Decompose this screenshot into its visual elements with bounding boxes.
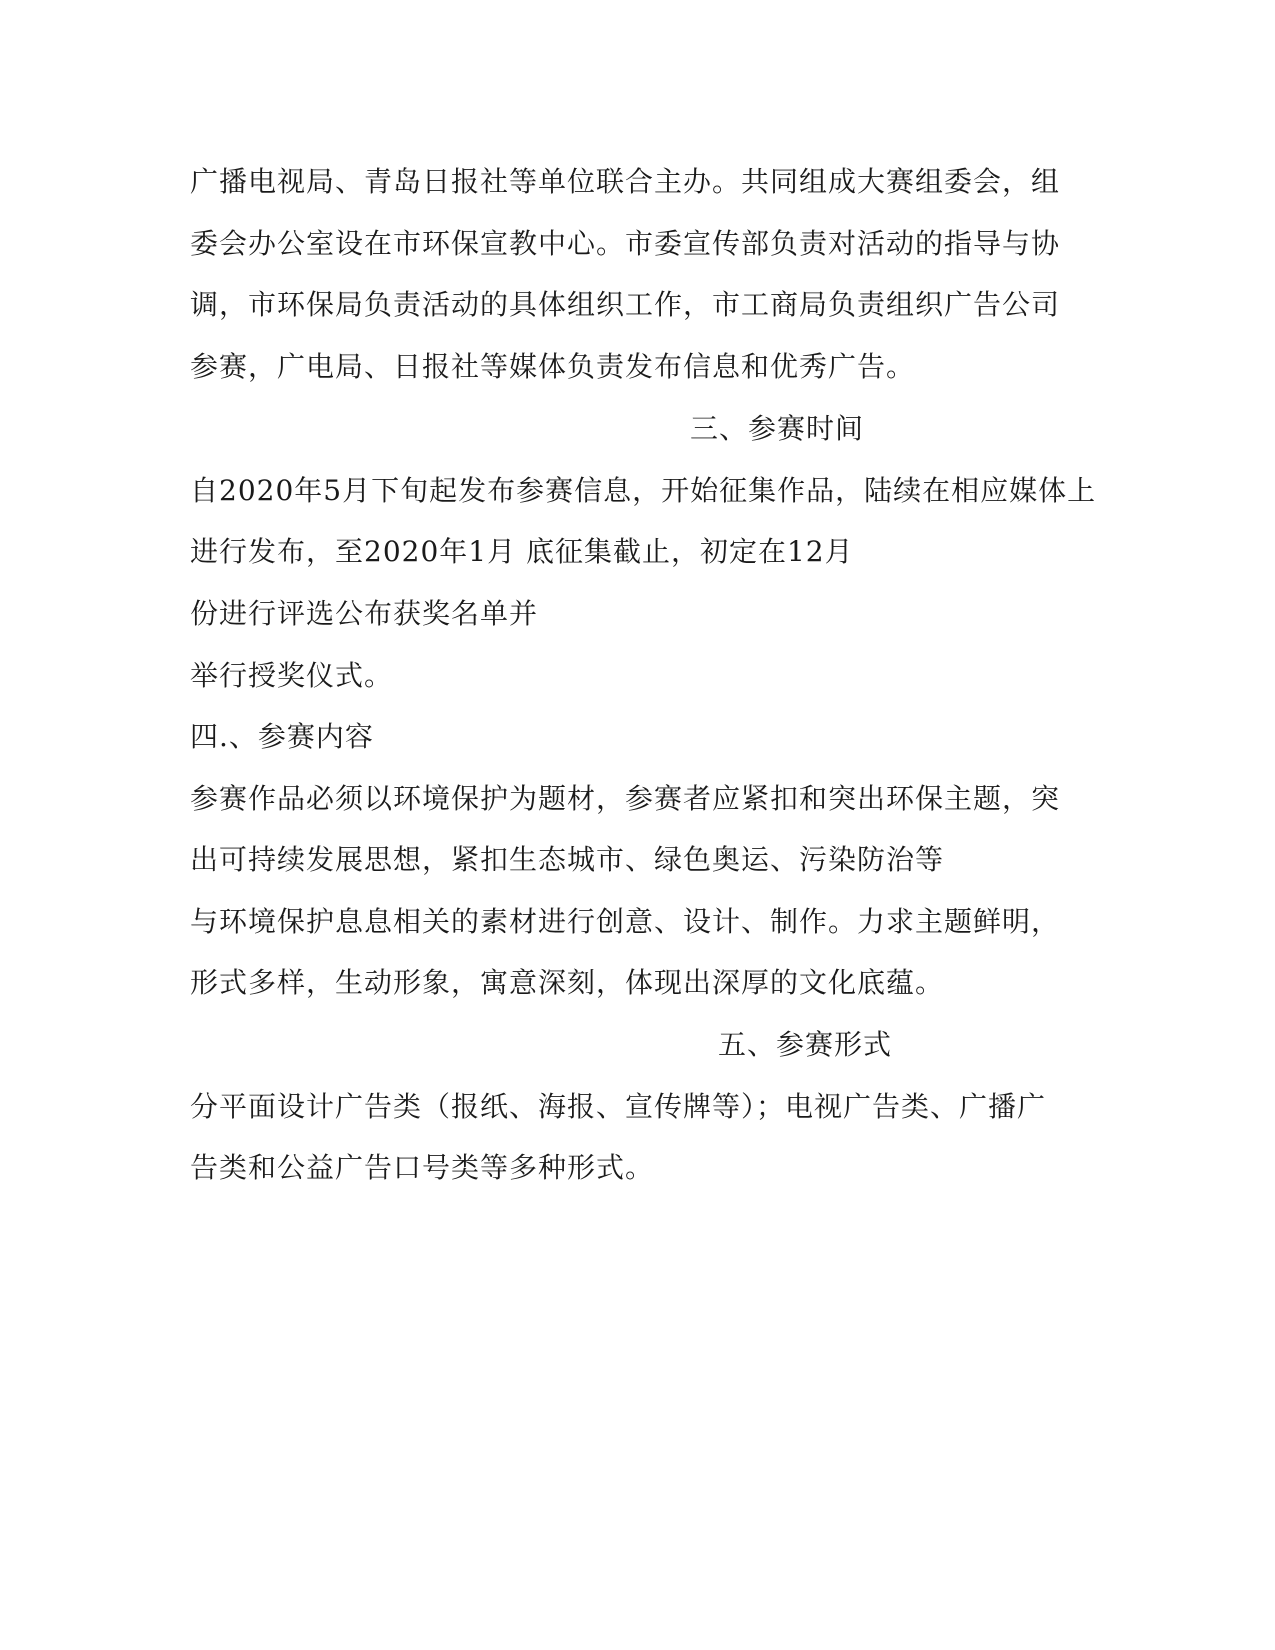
paragraph-line: 委会办公室设在市环保宣教中心。市委宣传部负责对活动的指导与协 (190, 227, 1061, 260)
paragraph-line: 自2020年5月下旬起发布参赛信息，开始征集作品，陆续在相应媒体上 (190, 474, 1097, 507)
paragraph-line: 举行授奖仪式。 (190, 659, 394, 692)
paragraph-line: 分平面设计广告类（报纸、海报、宣传牌等）；电视广告类、广播广 (190, 1090, 1047, 1123)
paragraph-line: 调，市环保局负责活动的具体组织工作，市工商局负责组织广告公司 (190, 288, 1061, 321)
paragraph-line: 广播电视局、青岛日报社等单位联合主办。共同组成大赛组委会，组 (190, 165, 1061, 198)
paragraph-line: 参赛，广电局、日报社等媒体负责发布信息和优秀广告。 (190, 350, 916, 383)
paragraph-line: 参赛作品必须以环境保护为题材，参赛者应紧扣和突出环保主题，突 (190, 782, 1061, 815)
paragraph-line: 形式多样，生动形象，寓意深刻，体现出深厚的文化底蕴。 (190, 966, 945, 999)
section-heading-form: 五、参赛形式 (718, 1028, 893, 1061)
paragraph-line: 进行发布，至2020年1月 底征集截止，初定在12月 (190, 535, 854, 568)
paragraph-line: 与环境保护息息相关的素材进行创意、设计、制作。力求主题鲜明， (190, 905, 1061, 938)
paragraph-line: 份进行评选公布获奖名单并 (190, 597, 539, 630)
section-heading-time: 三、参赛时间 (690, 412, 865, 445)
paragraph-line: 告类和公益广告口号类等多种形式。 (190, 1151, 655, 1184)
paragraph-line: 出可持续发展思想，紧扣生态城市、绿色奥运、污染防治等 (190, 843, 945, 876)
section-heading-content: 四.、参赛内容 (190, 720, 374, 753)
